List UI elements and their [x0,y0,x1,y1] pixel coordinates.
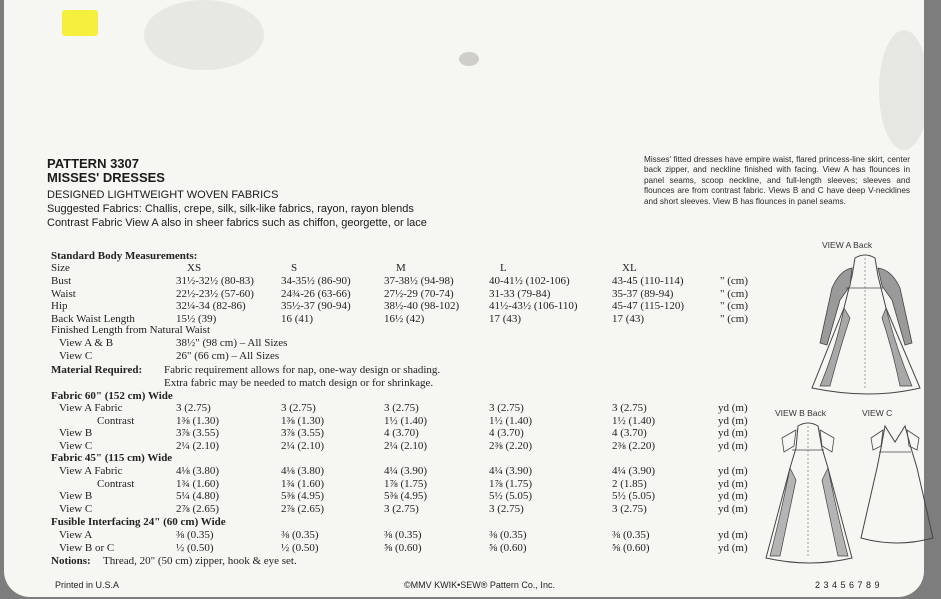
fabric-60-cell: 1⅜ (1.30) [281,414,325,427]
fabric-60-row-label: View C [59,439,93,452]
fabric-45-cell: 4⅛ (3.80) [281,465,325,477]
interfacing-cell: ⅝ (0.60) [612,541,650,554]
view-c-label: VIEW C [862,408,893,418]
fabric-60-cell: 2¼ (2.10) [281,439,325,452]
measurement-cell: 37-38½ (94-98) [384,275,454,287]
contrast-fabric-note: Contrast Fabric View A also in sheer fabrics such as chiffon, georgette, or lace [47,217,427,229]
fabric-60-cell: 3 (2.75) [281,402,316,414]
finished-length-view-ab-label: View A & B [59,337,114,349]
fabric-60-cell: 3⅞ (3.55) [176,427,220,439]
printed-in-label: Printed in U.S.A [55,580,120,590]
fabric-60-cell: 3 (2.75) [612,402,647,414]
measurement-cell: 31-33 (79-84) [489,287,551,300]
measurement-cell: 17 (43) [612,312,645,325]
fabric-45-cell: 3 (2.75) [489,502,524,515]
measurements-heading: Standard Body Measurements: [51,250,198,262]
measurement-cell: 32¼-34 (82-86) [176,300,246,312]
size-l: L [500,262,507,274]
size-label: Size [51,262,70,274]
fabric-45-cell: 2⅞ (2.65) [176,502,220,515]
fabric-45-cell: 3 (2.75) [612,502,647,515]
measurement-unit: " (cm) [720,312,749,325]
measurement-cell: 41½-43½ (106-110) [489,300,578,312]
fabric-45-cell: 4¼ (3.90) [384,465,428,477]
fabric-45-row-label: View C [59,502,93,515]
size-xl: XL [622,262,637,274]
interfacing-cell: ½ (0.50) [281,541,319,554]
size-m: M [396,262,406,274]
view-b-back-label: VIEW B Back [775,408,827,418]
measurement-cell: 35-37 (89-94) [612,287,674,300]
fabric-45-cell: 4¼ (3.90) [612,465,656,477]
fabric-60-cell: 2¼ (2.10) [384,439,428,452]
finished-length-view-c: 26" (66 cm) – All Sizes [176,350,280,362]
wear-smudge [459,52,479,66]
measurement-unit: " (cm) [720,275,749,287]
measurement-unit: " (cm) [720,287,749,300]
wear-smudge [879,30,924,150]
measurement-cell: 35½-37 (90-94) [281,300,351,312]
fabric-45-cell: 4⅛ (3.80) [176,465,220,477]
fabric-45-cell: 5¼ (4.80) [176,490,220,502]
fabric-60-unit: yd (m) [718,414,748,427]
material-note-line-2: Extra fabric may be needed to match design or for shrinkage. [164,377,434,389]
finished-length-view-ab: 38½" (98 cm) – All Sizes [176,337,288,349]
interfacing-unit: yd (m) [718,541,748,554]
fabric-45-cell: 5⅜ (4.95) [384,490,428,502]
measurement-row-label: Bust [51,275,72,287]
fabric-45-unit: yd (m) [718,477,748,490]
interfacing-cell: ⅝ (0.60) [489,541,527,554]
pattern-description: Misses' fitted dresses have empire waist, flared princess-line skirt, center back zipper, and neckline finished with facing. View A has flounces in panel seams, scoop neckline, and full-length sleeves; sleeves and flounces are from contrast fabric. Views B and C have deep V-necklines and short sleeves. View B has flounces in panel seams. [644,155,910,206]
measurement-cell: 34-35½ (86-90) [281,275,351,287]
material-note-line-1: Fabric requirement allows for nap, one-way design or shading. [164,364,441,376]
measurement-cell: 17 (43) [489,312,522,325]
measurement-cell: 38½-40 (98-102) [384,300,460,312]
fabric-60-cell: 2⅜ (2.20) [612,439,656,452]
view-b-back-dress-sketch [760,418,860,568]
interfacing-row-label: View B or C [59,541,115,554]
fabric-60-row-label: View A Fabric [59,402,123,414]
measurement-cell: 31½-32½ (80-83) [176,275,254,287]
size-xs: XS [187,262,202,274]
measurement-cell: 45-47 (115-120) [612,300,684,312]
fabric-45-cell: 1⅞ (1.75) [384,477,428,490]
fabric-60-cell: 1½ (1.40) [489,414,533,427]
fabric-45-unit: yd (m) [718,465,748,477]
fabric-45-row-label: View B [59,490,93,502]
interfacing-cell: ⅝ (0.60) [384,541,422,554]
measurement-cell: 16 (41) [281,312,314,325]
view-a-back-dress-sketch [800,248,940,408]
fabric-60-row-label: Contrast [97,414,135,427]
view-a-back-label: VIEW A Back [822,240,873,250]
wear-smudge [144,0,264,70]
fabric-60-cell: 4 (3.70) [489,427,524,439]
fabric-45-unit: yd (m) [718,502,748,515]
interfacing-cell: ⅜ (0.35) [612,529,650,541]
interfacing-cell: ⅜ (0.35) [384,529,422,541]
interfacing-row-label: View A [59,529,93,541]
finished-length-view-c-label: View C [59,350,93,362]
fabric-60-unit: yd (m) [718,439,748,452]
measurement-cell: 40-41½ (102-106) [489,275,570,287]
fabric-45-row-label: Contrast [97,477,135,490]
yellow-price-tag [62,10,98,36]
fabric-60-cell: 4 (3.70) [384,427,419,439]
fabric-60-cell: 3⅞ (3.55) [281,427,325,439]
fabric-60-cell: 2⅜ (2.20) [489,439,533,452]
measurement-row-label: Hip [51,300,68,312]
fabric-60-row-label: View B [59,427,93,439]
interfacing-unit: yd (m) [718,529,748,541]
fabric-45-cell: 5½ (5.05) [489,490,533,502]
fabric-45-cell: 2 (1.85) [612,477,647,490]
interfacing-cell: ⅜ (0.35) [489,529,527,541]
measurement-unit: " (cm) [720,300,749,312]
measurement-row-label: Waist [51,287,76,300]
fabric-45-cell: 2⅞ (2.65) [281,502,325,515]
measurement-cell: 16½ (42) [384,312,425,325]
pattern-number: PATTERN 3307 [47,156,139,171]
fabric-45-row-label: View A Fabric [59,465,123,477]
fabric-60-cell: 3 (2.75) [384,402,419,414]
notions-label: Notions: [51,555,91,567]
fabric-45-cell: 5½ (5.05) [612,490,656,502]
fabric-60-cell: 1½ (1.40) [612,414,656,427]
fabric-45-cell: 4¼ (3.90) [489,465,533,477]
suggested-fabrics: Suggested Fabrics: Challis, crepe, silk, silk-like fabrics, rayon, rayon blends [47,203,414,215]
fabric-60-cell: 2¼ (2.10) [176,439,220,452]
measurement-cell: 43-45 (110-114) [612,275,684,287]
fabric-45-cell: 1⅞ (1.75) [489,477,533,490]
interfacing-heading: Fusible Interfacing 24" (60 cm) Wide [51,516,226,528]
material-required-label: Material Required: [51,364,143,376]
measurement-row-label: Back Waist Length [51,312,135,325]
view-c-dress-sketch [855,418,935,548]
interfacing-cell: ½ (0.50) [176,541,214,554]
fabric-60-unit: yd (m) [718,402,748,414]
fabric-60-cell: 3 (2.75) [489,402,524,414]
fabric-45-unit: yd (m) [718,490,748,502]
interfacing-cell: ⅜ (0.35) [281,529,319,541]
interfacing-cell: ⅜ (0.35) [176,529,214,541]
fabric-60-heading: Fabric 60" (152 cm) Wide [51,390,173,402]
pattern-title: MISSES' DRESSES [47,170,165,185]
fabric-60-cell: 1⅜ (1.30) [176,414,220,427]
fabric-60-cell: 1½ (1.40) [384,414,428,427]
finished-length-label: Finished Length from Natural Waist [51,324,210,336]
fabric-60-cell: 4 (3.70) [612,427,647,439]
measurement-cell: 22½-23½ (57-60) [176,287,254,300]
fabric-45-cell: 1¾ (1.60) [281,477,325,490]
fabric-45-cell: 3 (2.75) [384,502,419,515]
measurement-cell: 15½ (39) [176,312,217,325]
print-run-code: 2 3 4 5 6 7 8 9 [815,580,881,590]
fabric-45-heading: Fabric 45" (115 cm) Wide [51,452,173,464]
size-s: S [291,262,298,274]
fabric-45-cell: 1¾ (1.60) [176,477,220,490]
fabric-subtitle: DESIGNED LIGHTWEIGHT WOVEN FABRICS [47,189,279,201]
fabric-60-unit: yd (m) [718,427,748,439]
fabric-45-cell: 5⅜ (4.95) [281,490,325,502]
measurement-cell: 27½-29 (70-74) [384,287,454,300]
copyright-line: ©MMV KWIK•SEW® Pattern Co., Inc. [404,580,555,590]
fabric-60-cell: 3 (2.75) [176,402,211,414]
measurement-cell: 24¾-26 (63-66) [281,287,351,300]
notions-text: Thread, 20" (50 cm) zipper, hook & eye set. [103,555,297,567]
